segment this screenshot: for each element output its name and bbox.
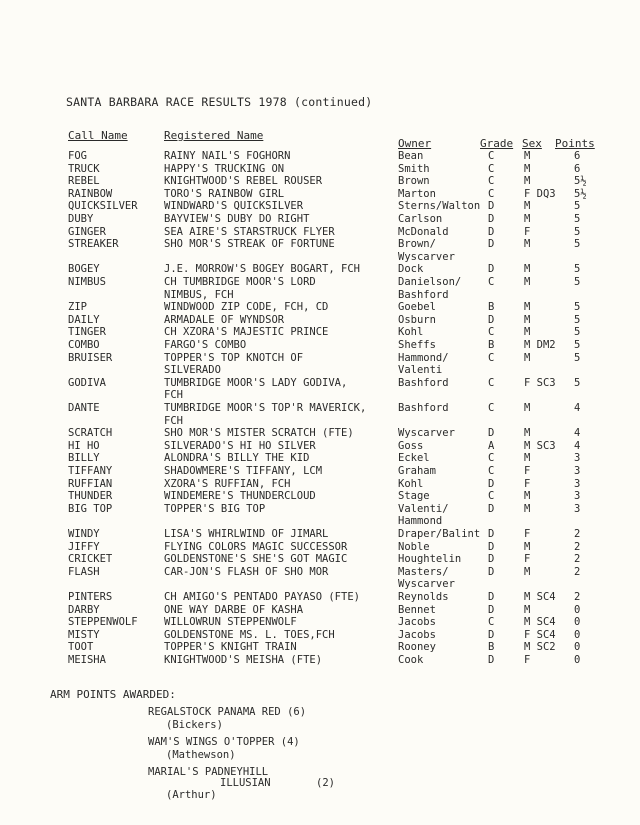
cell-pts: 0 <box>574 616 581 629</box>
award-entry: REGALSTOCK PANAMA RED (6) <box>148 706 307 718</box>
cell-owner: Valenti/ <box>398 502 449 515</box>
cell-sex: F DQ3 <box>524 187 556 200</box>
cell-sex: M <box>524 150 531 162</box>
cell-reg: J.E. MORROW'S BOGEY BOGART, FCH <box>164 263 360 276</box>
table-row <box>0 616 640 628</box>
table-row <box>0 364 640 376</box>
cell-call: NIMBUS <box>68 276 106 288</box>
cell-call: STREAKER <box>68 238 119 251</box>
cell-reg: KNIGHTWOOD'S REBEL ROUSER <box>164 175 323 188</box>
cell-reg: SHO MOR'S STREAK OF FORTUNE <box>164 238 335 251</box>
cell-grade: C <box>488 162 495 175</box>
cell-owner: Masters/ <box>398 565 449 578</box>
cell-grade: D <box>488 213 495 225</box>
cell-pts: 3 <box>574 452 581 465</box>
cell-sex: M <box>524 565 531 578</box>
table-row <box>0 377 640 389</box>
table-row <box>0 238 640 250</box>
table-row <box>0 289 640 301</box>
table-row <box>0 490 640 502</box>
cell-reg: ONE WAY DARBE OF KASHA <box>164 603 304 616</box>
table-row <box>0 591 640 603</box>
cell-sex: M <box>524 540 531 553</box>
cell-sex: M <box>524 313 531 326</box>
table-row <box>0 440 640 452</box>
cell-sex: M SC3 <box>524 439 556 452</box>
cell-sex: M <box>524 603 531 616</box>
header-points: Points <box>555 137 595 150</box>
cell-call: MEISHA <box>68 654 106 666</box>
table-row <box>0 314 640 326</box>
table-row <box>0 515 640 527</box>
table-row <box>0 465 640 477</box>
cell-sex: F SC3 <box>524 376 556 389</box>
cell-pts: 2 <box>574 540 581 553</box>
cell-call: BILLY <box>68 452 100 465</box>
table-row <box>0 641 640 653</box>
cell-owner: Wyscarver <box>398 578 455 591</box>
cell-pts: 0 <box>574 641 581 654</box>
table-row <box>0 541 640 553</box>
cell-owner: Kohl <box>398 326 424 339</box>
cell-call: FLASH <box>68 565 100 578</box>
award-entry: WAM'S WINGS O'TOPPER (4) <box>148 736 300 748</box>
table-row <box>0 578 640 590</box>
cell-call: ZIP <box>68 301 87 314</box>
cell-pts: 2 <box>574 565 581 578</box>
cell-grade: D <box>488 591 495 603</box>
table-row <box>0 175 640 187</box>
cell-pts: 5½ <box>574 187 587 200</box>
cell-call: TOOT <box>68 641 94 654</box>
cell-grade: C <box>488 326 495 339</box>
awards-title: ARM POINTS AWARDED: <box>50 688 176 701</box>
cell-call: REBEL <box>68 175 100 188</box>
cell-pts: 3 <box>574 502 581 515</box>
cell-owner: Valenti <box>398 364 443 377</box>
cell-owner: Bean <box>398 150 424 162</box>
award-owner: (Arthur) <box>166 789 217 801</box>
cell-owner: Sheffs <box>398 339 436 351</box>
cell-owner: Dock <box>398 263 424 276</box>
cell-call: TIFFANY <box>68 465 113 477</box>
table-row <box>0 503 640 515</box>
cell-sex: M DM2 <box>524 339 556 351</box>
cell-owner: Houghtelin <box>398 553 462 566</box>
cell-sex: M <box>524 213 531 225</box>
cell-reg: HAPPY'S TRUCKING ON <box>164 162 285 175</box>
cell-owner: Bennet <box>398 603 436 616</box>
cell-pts: 6 <box>574 150 581 162</box>
cell-grade: D <box>488 313 495 326</box>
cell-pts: 5 <box>574 351 581 364</box>
cell-call: FOG <box>68 150 87 162</box>
cell-owner: Rooney <box>398 641 436 654</box>
cell-pts: 6 <box>574 162 581 175</box>
cell-sex: M <box>524 276 531 288</box>
table-row <box>0 629 640 641</box>
cell-grade: D <box>488 427 495 440</box>
cell-call: BRUISER <box>68 351 113 364</box>
cell-call: MISTY <box>68 628 100 641</box>
cell-pts: 5 <box>574 313 581 326</box>
cell-pts: 0 <box>574 654 581 666</box>
cell-owner: Carlson <box>398 213 443 225</box>
cell-reg: SHADOWMERE'S TIFFANY, LCM <box>164 465 323 477</box>
cell-owner: Cook <box>398 654 424 666</box>
cell-reg: CAR-JON'S FLASH OF SHO MOR <box>164 565 329 578</box>
cell-sex: F <box>524 528 531 540</box>
cell-owner: Goebel <box>398 301 436 314</box>
header-owner: Owner <box>398 137 432 150</box>
cell-reg: RAINY NAIL'S FOGHORN <box>164 150 291 162</box>
cell-reg: FLYING COLORS MAGIC SUCCESSOR <box>164 540 348 553</box>
cell-sex: M <box>524 502 531 515</box>
table-row <box>0 213 640 225</box>
cell-sex: M <box>524 351 531 364</box>
cell-pts: 0 <box>574 628 581 641</box>
cell-reg: GOLDENSTONE'S SHE'S GOT MAGIC <box>164 553 348 566</box>
cell-sex: M <box>524 452 531 465</box>
table-row <box>0 415 640 427</box>
award-entry: MARIAL'S PADNEYHILL <box>148 766 269 778</box>
cell-pts: 3 <box>574 465 581 477</box>
cell-sex: M SC2 <box>524 641 556 654</box>
cell-reg: FCH <box>164 414 183 427</box>
cell-sex: M SC4 <box>524 616 556 629</box>
cell-grade: C <box>488 616 495 629</box>
cell-call: RAINBOW <box>68 187 113 200</box>
table-row <box>0 478 640 490</box>
cell-sex: F <box>524 477 531 490</box>
page-title: SANTA BARBARA RACE RESULTS 1978 (continued) <box>66 95 373 109</box>
table-row <box>0 402 640 414</box>
cell-reg: NIMBUS, FCH <box>164 288 234 301</box>
cell-call: HI HO <box>68 439 100 452</box>
table-row <box>0 566 640 578</box>
cell-owner: Bashford <box>398 288 449 301</box>
cell-owner: Stage <box>398 490 430 503</box>
cell-grade: C <box>488 490 495 503</box>
cell-reg: CH AMIGO'S PENTADO PAYASO (FTE) <box>164 591 360 603</box>
cell-owner: Kohl <box>398 477 424 490</box>
cell-reg: SEA AIRE'S STARSTRUCK FLYER <box>164 225 335 238</box>
cell-pts: 5 <box>574 339 581 351</box>
cell-reg: CH XZORA'S MAJESTIC PRINCE <box>164 326 329 339</box>
cell-call: DARBY <box>68 603 100 616</box>
cell-reg: XZORA'S RUFFIAN, FCH <box>164 477 291 490</box>
cell-pts: 5 <box>574 301 581 314</box>
header-call-name: Call Name <box>68 129 128 142</box>
cell-owner: Smith <box>398 162 430 175</box>
cell-grade: C <box>488 351 495 364</box>
cell-sex: M <box>524 263 531 276</box>
cell-reg: WINDWARD'S QUICKSILVER <box>164 200 304 213</box>
cell-call: DAILY <box>68 313 100 326</box>
table-row <box>0 604 640 616</box>
cell-grade: D <box>488 553 495 566</box>
cell-pts: 4 <box>574 427 581 440</box>
cell-sex: M <box>524 490 531 503</box>
cell-sex: F <box>524 553 531 566</box>
cell-call: CRICKET <box>68 553 113 566</box>
table-row <box>0 226 640 238</box>
table-row <box>0 326 640 338</box>
cell-call: RUFFIAN <box>68 477 113 490</box>
table-row <box>0 251 640 263</box>
cell-grade: C <box>488 175 495 188</box>
cell-grade: C <box>488 402 495 414</box>
cell-reg: GOLDENSTONE MS. L. TOES,FCH <box>164 628 335 641</box>
table-row <box>0 452 640 464</box>
cell-call: WINDY <box>68 528 100 540</box>
cell-call: DUBY <box>68 213 94 225</box>
cell-call: BOGEY <box>68 263 100 276</box>
cell-reg: SHO MOR'S MISTER SCRATCH (FTE) <box>164 427 354 440</box>
cell-reg: TUMBRIDGE MOOR'S LADY GODIVA, <box>164 376 348 389</box>
cell-owner: Reynolds <box>398 591 449 603</box>
cell-pts: 2 <box>574 591 581 603</box>
cell-owner: Danielson/ <box>398 276 462 288</box>
cell-sex: M <box>524 402 531 414</box>
cell-pts: 0 <box>574 603 581 616</box>
cell-grade: D <box>488 477 495 490</box>
cell-grade: D <box>488 654 495 666</box>
table-row <box>0 163 640 175</box>
cell-grade: B <box>488 339 495 351</box>
cell-grade: C <box>488 452 495 465</box>
table-row <box>0 339 640 351</box>
cell-grade: D <box>488 540 495 553</box>
cell-reg: ALONDRA'S BILLY THE KID <box>164 452 310 465</box>
cell-owner: Draper/Balint <box>398 528 481 540</box>
cell-reg: WINDEMERE'S THUNDERCLOUD <box>164 490 316 503</box>
cell-sex: M <box>524 175 531 188</box>
cell-sex: F <box>524 654 531 666</box>
cell-reg: LISA'S WHIRLWIND OF JIMARL <box>164 528 329 540</box>
cell-grade: D <box>488 238 495 251</box>
header-grade: Grade <box>480 137 514 150</box>
cell-call: SCRATCH <box>68 427 113 440</box>
cell-reg: WILLOWRUN STEPPENWOLF <box>164 616 297 629</box>
cell-grade: D <box>488 628 495 641</box>
cell-reg: CH TUMBRIDGE MOOR'S LORD <box>164 276 316 288</box>
cell-sex: F <box>524 465 531 477</box>
cell-grade: D <box>488 603 495 616</box>
cell-grade: B <box>488 301 495 314</box>
cell-reg: FARGO'S COMBO <box>164 339 247 351</box>
table-row <box>0 427 640 439</box>
cell-sex: M <box>524 162 531 175</box>
cell-owner: Graham <box>398 465 436 477</box>
cell-owner: Bashford <box>398 402 449 414</box>
cell-call: DANTE <box>68 402 100 414</box>
cell-grade: D <box>488 225 495 238</box>
cell-grade: D <box>488 200 495 213</box>
cell-pts: 4 <box>574 402 581 414</box>
cell-owner: Eckel <box>398 452 430 465</box>
cell-sex: M <box>524 427 531 440</box>
cell-pts: 5 <box>574 225 581 238</box>
cell-owner: Wyscarver <box>398 427 455 440</box>
cell-grade: D <box>488 263 495 276</box>
award-points: (2) <box>316 777 335 789</box>
cell-call: COMBO <box>68 339 100 351</box>
cell-sex: M <box>524 301 531 314</box>
cell-pts: 2 <box>574 553 581 566</box>
cell-grade: C <box>488 276 495 288</box>
cell-reg: SILVERADO'S HI HO SILVER <box>164 439 316 452</box>
table-row <box>0 389 640 401</box>
cell-grade: D <box>488 528 495 540</box>
cell-reg: KNIGHTWOOD'S MEISHA (FTE) <box>164 654 323 666</box>
cell-reg: WINDWOOD ZIP CODE, FCH, CD <box>164 301 329 314</box>
cell-call: QUICKSILVER <box>68 200 138 213</box>
cell-reg: SILVERADO <box>164 364 221 377</box>
cell-pts: 5 <box>574 326 581 339</box>
cell-reg: TOPPER'S KNIGHT TRAIN <box>164 641 297 654</box>
header-sex: Sex <box>522 137 542 150</box>
cell-owner: Jacobs <box>398 628 436 641</box>
award-owner: (Bickers) <box>166 719 223 731</box>
cell-owner: Brown/ <box>398 238 436 251</box>
cell-grade: C <box>488 376 495 389</box>
cell-call: THUNDER <box>68 490 113 503</box>
cell-call: BIG TOP <box>68 502 113 515</box>
cell-pts: 5 <box>574 263 581 276</box>
cell-pts: 5 <box>574 213 581 225</box>
cell-reg: FCH <box>164 389 183 402</box>
cell-owner: Wyscarver <box>398 250 455 263</box>
cell-owner: Bashford <box>398 376 449 389</box>
cell-pts: 2 <box>574 528 581 540</box>
cell-sex: M <box>524 238 531 251</box>
cell-pts: 5 <box>574 376 581 389</box>
cell-call: GODIVA <box>68 376 106 389</box>
award-entry-cont: ILLUSIAN <box>220 777 271 789</box>
cell-reg: BAYVIEW'S DUBY DO RIGHT <box>164 213 310 225</box>
cell-sex: F <box>524 225 531 238</box>
cell-owner: Jacobs <box>398 616 436 629</box>
cell-pts: 4 <box>574 439 581 452</box>
cell-owner: Hammond <box>398 515 443 528</box>
cell-owner: Noble <box>398 540 430 553</box>
table-row <box>0 301 640 313</box>
cell-reg: TOPPER'S TOP KNOTCH OF <box>164 351 304 364</box>
cell-sex: M <box>524 326 531 339</box>
cell-call: JIFFY <box>68 540 100 553</box>
cell-sex: M SC4 <box>524 591 556 603</box>
cell-owner: McDonald <box>398 225 449 238</box>
table-row <box>0 528 640 540</box>
cell-owner: Osburn <box>398 313 436 326</box>
cell-call: STEPPENWOLF <box>68 616 138 629</box>
cell-owner: Marton <box>398 187 436 200</box>
award-owner: (Mathewson) <box>166 749 236 761</box>
cell-grade: D <box>488 502 495 515</box>
cell-call: GINGER <box>68 225 106 238</box>
table-row <box>0 263 640 275</box>
cell-pts: 5 <box>574 238 581 251</box>
cell-grade: C <box>488 187 495 200</box>
table-row <box>0 150 640 162</box>
cell-pts: 3 <box>574 477 581 490</box>
header-registered-name: Registered Name <box>164 129 264 142</box>
table-row <box>0 200 640 212</box>
cell-reg: ARMADALE OF WYNDSOR <box>164 313 285 326</box>
cell-reg: TUMBRIDGE MOOR'S TOP'R MAVERICK, <box>164 402 367 414</box>
cell-sex: F SC4 <box>524 628 556 641</box>
cell-sex: M <box>524 200 531 213</box>
cell-call: TRUCK <box>68 162 100 175</box>
table-row <box>0 188 640 200</box>
cell-owner: Goss <box>398 439 424 452</box>
cell-call: TINGER <box>68 326 106 339</box>
cell-reg: TOPPER'S BIG TOP <box>164 502 266 515</box>
cell-pts: 5½ <box>574 175 587 188</box>
table-row <box>0 553 640 565</box>
cell-call: PINTERS <box>68 591 113 603</box>
cell-grade: D <box>488 565 495 578</box>
cell-pts: 5 <box>574 200 581 213</box>
table-row <box>0 654 640 666</box>
cell-reg: TORO'S RAINBOW GIRL <box>164 187 285 200</box>
cell-grade: C <box>488 150 495 162</box>
cell-pts: 3 <box>574 490 581 503</box>
cell-grade: B <box>488 641 495 654</box>
table-row <box>0 276 640 288</box>
cell-pts: 5 <box>574 276 581 288</box>
cell-owner: Brown <box>398 175 430 188</box>
cell-owner: Sterns/Walton <box>398 200 481 213</box>
cell-owner: Hammond/ <box>398 351 449 364</box>
cell-grade: A <box>488 439 495 452</box>
cell-grade: C <box>488 465 495 477</box>
table-row <box>0 352 640 364</box>
